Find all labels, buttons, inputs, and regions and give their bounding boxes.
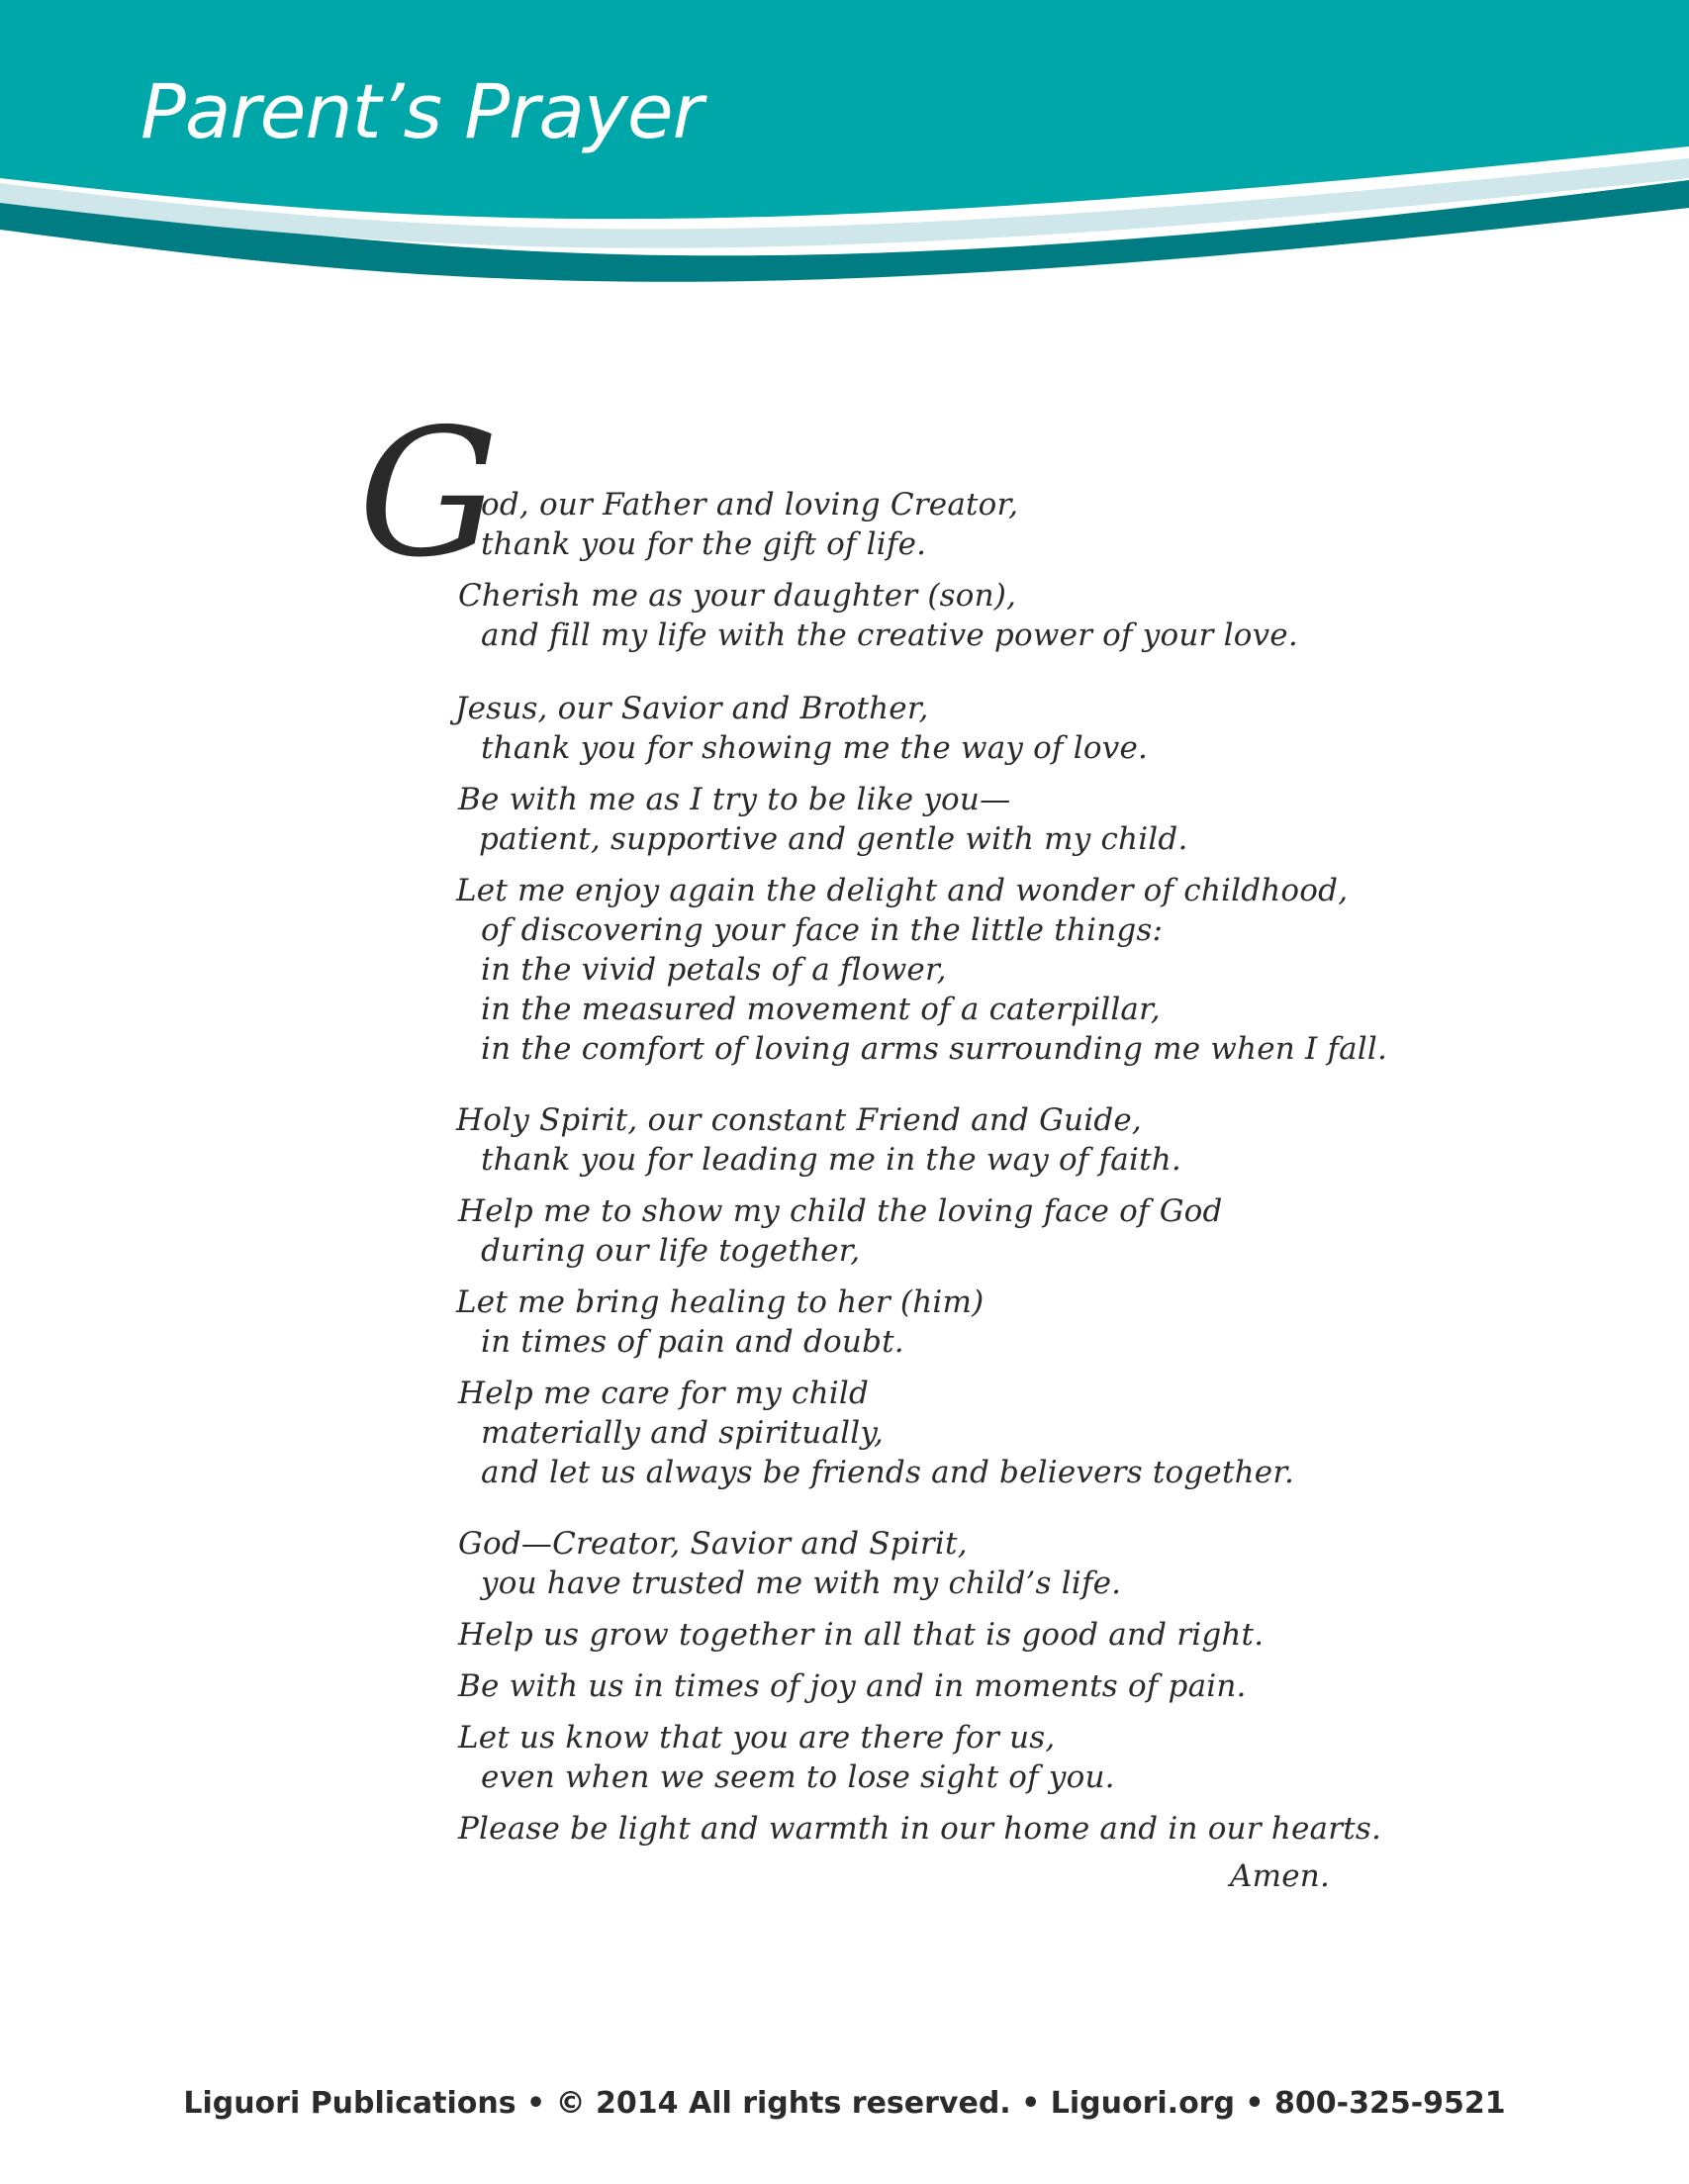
prayer-line: od, our Father and loving Creator, xyxy=(481,487,1019,522)
prayer-line: and let us always be friends and believers together. xyxy=(481,1455,1295,1490)
prayer-line: during our life together, xyxy=(481,1233,861,1269)
prayer-line: in the comfort of loving arms surrounding me when I fall. xyxy=(481,1031,1388,1067)
prayer-line: in the vivid petals of a flower, xyxy=(481,952,947,988)
prayer-line: Holy Spirit, our constant Friend and Guide, xyxy=(456,1102,1142,1138)
prayer-closing: Amen. xyxy=(1230,1858,1330,1894)
prayer-line: Help us grow together in all that is good and right. xyxy=(458,1617,1265,1653)
prayer-line: Please be light and warmth in our home and in our hearts. xyxy=(458,1811,1382,1847)
prayer-line: Let me enjoy again the delight and wonder of childhood, xyxy=(456,873,1349,908)
prayer-line: God—Creator, Savior and Spirit, xyxy=(458,1526,968,1562)
page-title: Parent’s Prayer xyxy=(141,67,703,155)
prayer-line: thank you for leading me in the way of faith. xyxy=(481,1142,1181,1178)
prayer-line: Be with us in times of joy and in moments of pain. xyxy=(458,1668,1247,1704)
prayer-line: Be with me as I try to be like you— xyxy=(458,782,1011,817)
prayer-line: thank you for the gift of life. xyxy=(481,526,927,562)
prayer-line: Help me care for my child xyxy=(458,1376,870,1411)
prayer-line: Let us know that you are there for us, xyxy=(458,1720,1056,1756)
prayer-line: even when we seem to lose sight of you. xyxy=(481,1759,1115,1795)
prayer-line: in the measured movement of a caterpillar, xyxy=(481,992,1161,1027)
prayer-line: of discovering your face in the little things: xyxy=(481,912,1164,948)
prayer-line: in times of pain and doubt. xyxy=(481,1324,904,1360)
footer-publisher-info: Liguori Publications • © 2014 All rights reserved. • Liguori.org • 800-325-9521 xyxy=(183,2086,1506,2121)
prayer-line: you have trusted me with my child’s life. xyxy=(481,1566,1122,1601)
prayer-line: materially and spiritually, xyxy=(481,1415,885,1451)
prayer-line: Cherish me as your daughter (son), xyxy=(458,578,1017,614)
prayer-line: Help me to show my child the loving face of God xyxy=(458,1193,1223,1229)
prayer-line: Jesus, our Savior and Brother, xyxy=(455,691,929,726)
prayer-line: patient, supportive and gentle with my child. xyxy=(479,821,1188,857)
svg-text:G: G xyxy=(358,391,500,596)
prayer-line: and fill my life with the creative power of your love. xyxy=(481,617,1298,653)
drop-cap-g xyxy=(356,391,500,596)
prayer-line: thank you for showing me the way of love. xyxy=(481,730,1149,766)
prayer-line: Let me bring healing to her (him) xyxy=(456,1284,985,1320)
